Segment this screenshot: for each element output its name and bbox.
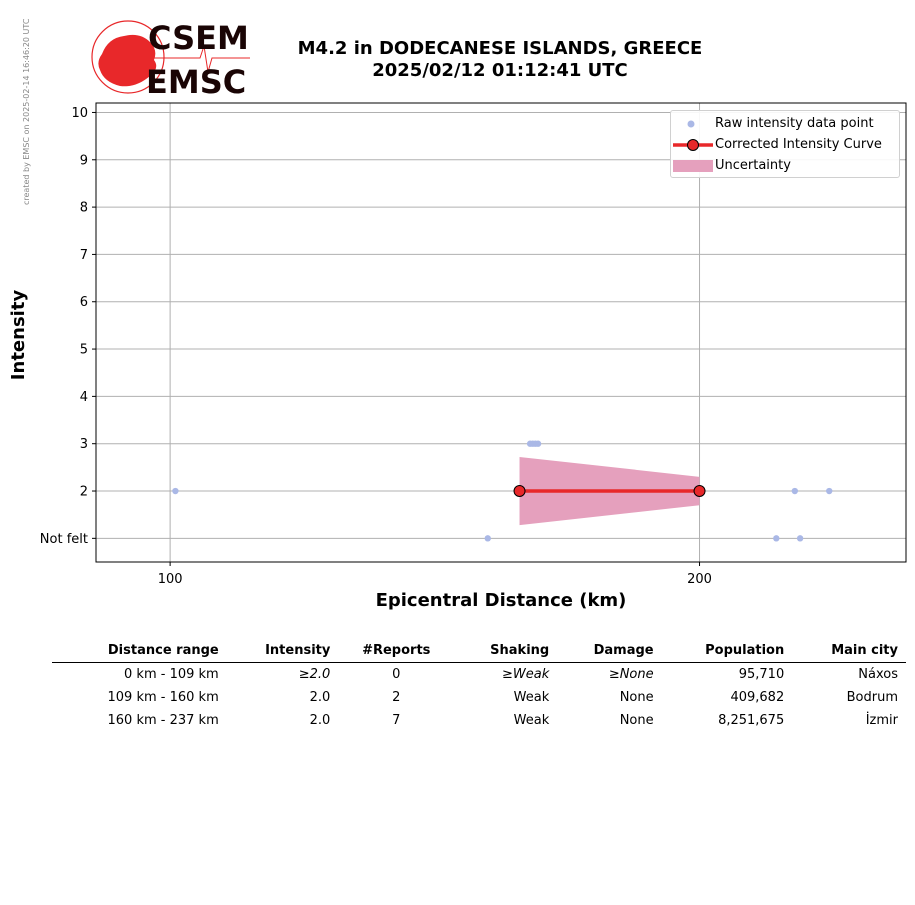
header-shaking: Shaking [454,640,557,663]
logo-top-text: CSEM [148,19,249,57]
cell-intensity: ≥2.0 [298,667,331,682]
cell-reports: 0 [392,667,401,682]
legend-curve-label: Corrected Intensity Curve [715,137,882,152]
cell-city: Bodrum [846,690,898,705]
cell-population: 409,682 [730,690,785,705]
raw-data-point [485,535,491,541]
cell-intensity: 2.0 [309,690,331,705]
cell-damage: None [619,713,654,728]
raw-data-point [535,441,541,447]
y-tick-label: 6 [79,295,88,311]
cell-damage: None [619,690,654,705]
legend-item-curve [671,134,899,154]
logo-bottom-text: EMSC [146,63,247,98]
table-row [52,663,906,687]
cell-reports: 7 [392,713,401,728]
cell-shaking: ≥Weak [501,667,550,682]
legend-curve-marker [673,136,713,152]
corrected-curve-point [694,486,705,497]
intensity-summary-table [52,640,906,732]
legend-raw-label: Raw intensity data point [715,116,874,131]
watermark-text: created by EMSC on 2025-02-14 16:46:20 UTC [22,18,31,205]
raw-data-point [797,535,803,541]
header-main-city: Main city [792,640,906,663]
corrected-curve-point [514,486,525,497]
y-tick-label: 5 [79,342,88,358]
header-reports: #Reports [338,640,454,663]
header-damage: Damage [557,640,661,663]
header-population: Population [662,640,793,663]
y-axis-label: Intensity [8,289,29,381]
x-tick-label: 200 [687,572,712,587]
table-header-row [52,640,906,663]
cell-range: 160 km - 237 km [107,713,219,728]
legend-item-uncertainty [671,155,899,175]
legend-item-raw [671,113,899,133]
raw-data-point [826,488,832,494]
cell-shaking: Weak [513,690,550,705]
y-tick-label: 2 [79,484,88,500]
y-tick-label: Not felt [39,531,88,547]
raw-data-point [773,535,779,541]
x-axis-label: Epicentral Distance (km) [375,590,627,611]
table-row [52,686,906,709]
y-tick-label: 3 [79,437,88,453]
legend-uncertainty-marker [673,157,713,173]
raw-data-point [172,488,178,494]
y-tick-label: 4 [79,389,88,405]
cell-damage: ≥None [608,667,654,682]
chart-title-line1: M4.2 in DODECANESE ISLANDS, GREECE [297,38,703,59]
cell-population: 8,251,675 [718,713,785,728]
header-intensity: Intensity [227,640,339,663]
cell-reports: 2 [392,690,401,705]
cell-population: 95,710 [738,667,785,682]
cell-shaking: Weak [513,713,550,728]
y-tick-label: 8 [79,200,88,216]
cell-range: 0 km - 109 km [124,667,219,682]
y-tick-label: 9 [79,153,88,169]
y-tick-label: 7 [79,247,88,263]
cell-range: 109 km - 160 km [107,690,219,705]
table-row [52,709,906,732]
raw-data-point [792,488,798,494]
legend [670,110,900,178]
header-distance-range: Distance range [52,640,227,663]
legend-raw-marker [673,115,713,131]
legend-uncertainty-label: Uncertainty [715,158,791,173]
cell-intensity: 2.0 [309,713,331,728]
x-tick-label: 100 [157,572,183,587]
cell-city: İzmir [865,713,898,728]
chart-title-line2: 2025/02/12 01:12:41 UTC [372,60,628,81]
cell-city: Náxos [858,667,898,682]
y-tick-label: 10 [71,105,88,121]
